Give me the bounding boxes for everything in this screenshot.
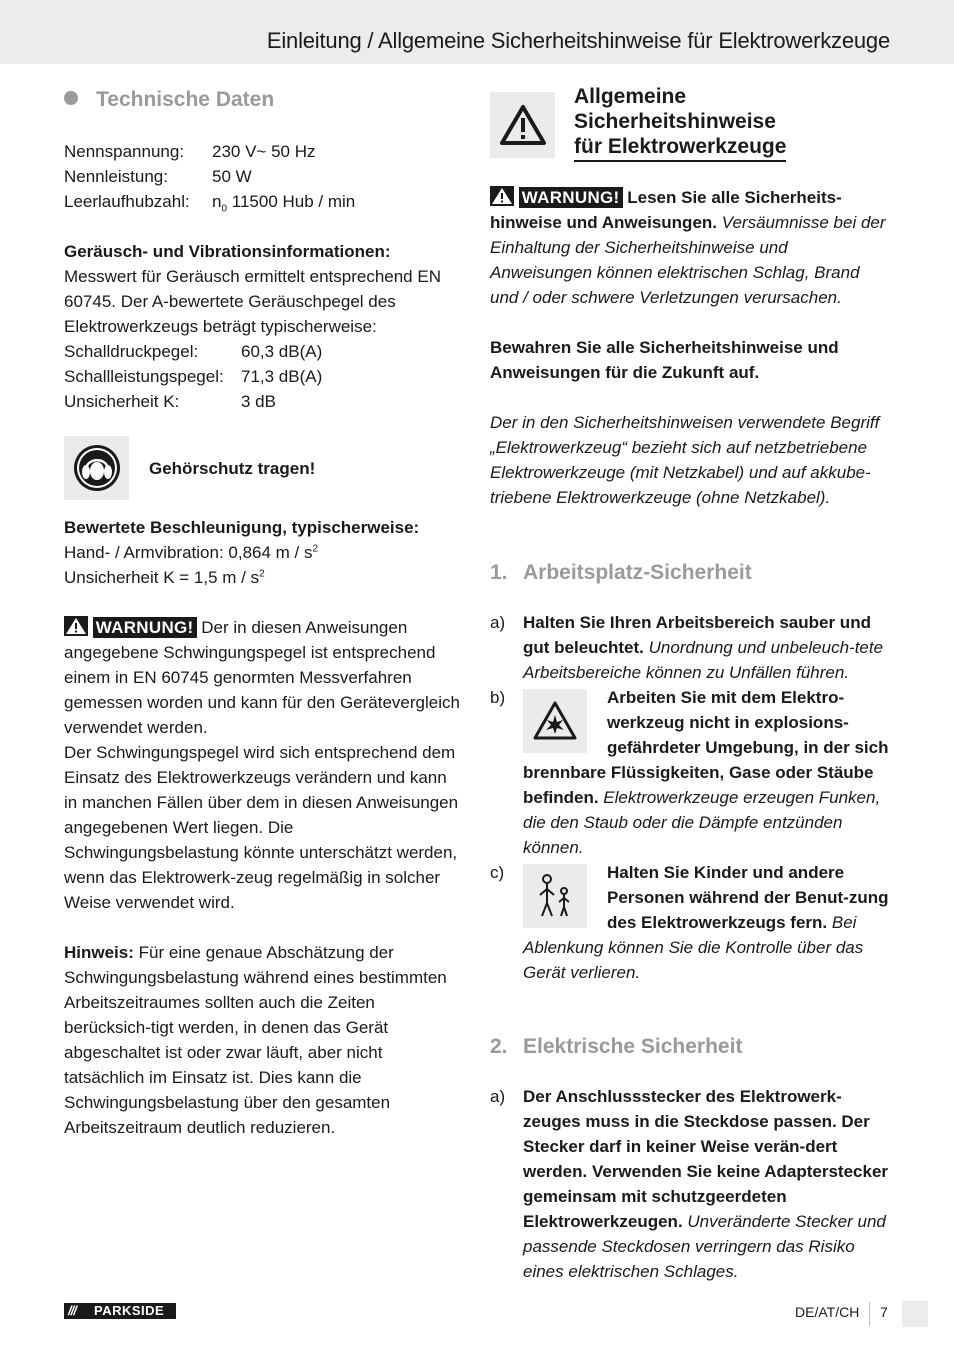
right-column [490, 84, 892, 1284]
safety-heading-block [490, 84, 892, 162]
footer-tab [902, 1301, 928, 1327]
footer-divider [869, 1302, 870, 1326]
bullet-icon [64, 91, 78, 105]
acceleration-line: Hand- / Armvibration: 0,864 m / $s^2$ [64, 543, 319, 562]
page-number: 7 [880, 1304, 888, 1320]
acceleration-heading: Bewertete Beschleunigung, typischerweise: [64, 518, 420, 537]
explosion-icon [523, 689, 587, 753]
section-heading-workplace: 1. Arbeitsplatz-Sicherheit [490, 561, 752, 584]
term-definition: Der in den Sicherheitshinweisen verwendete Begriff „Elektrowerkzeug“ bezieht sich auf netzbetriebene Elektrowerkzeuge (mit Netzkabel) und auf akkube-triebene Elektrowerkzeuge (ohne Netzkabel). [490, 413, 880, 507]
children-keep-away-icon [523, 864, 587, 928]
warning-label: WARNUNG! [64, 618, 201, 637]
note: Hinweis: Für eine genaue Abschätzung der Schwingungsbelastung während eines bestimmten Arbeitszeitraumes sollten auch die Zeiten berücksich-tigt werden, in denen das Gerät abgeschaltet ist oder zwar läuft, aber nicht tatsächlich im Einsatz ist. Dies kann die Schwingungsbelastung über den gesamten Arbeitszeitraum deutlich reduzieren. [64, 943, 447, 1137]
noise-text: Messwert für Geräusch ermittelt entsprechend EN 60745. Der A-bewertete Geräuschpegel des Elektrowerkzeugs beträgt typischerweise: [64, 267, 441, 336]
left-column [64, 84, 464, 1140]
spec-row: Nennleistung: 50 W [64, 167, 252, 186]
noise-row: Schalldruckpegel: 60,3 dB(A) [64, 342, 323, 361]
noise-row: Schallleistungspegel: 71,3 dB(A) [64, 367, 323, 386]
section-heading-electrical: 2. Elektrische Sicherheit [490, 1035, 743, 1058]
page-header [0, 0, 954, 64]
vibration-warning: WARNUNG! Der in diesen Anweisungen angegebene Schwingungspegel ist entsprechend einem in EN 60745 genormten Messverfahren gemessen worden und kann für den Gerätevergleich verwendet werden. [64, 618, 460, 737]
list-item: a) Halten Sie Ihren Arbeitsbereich sauber und gut beleuchtet. Unordnung und unbeleuch-tete Arbeitsbereiche können zu Unfällen führen. [490, 613, 884, 682]
vibration-text: Der Schwingungspegel wird sich entsprechend dem Einsatz des Elektrowerkzeugs verändern und kann in manchen Fällen über dem in diesen Anweisungen angegebenen Wert liegen. Die Schwingungsbelastung könnte unterschätzt werden, wenn das Elektrowerk-zeug regelmäßig in solcher Weise verwendet wird. [64, 743, 459, 912]
warning-label: WARNUNG! [490, 188, 627, 207]
page-title: Einleitung / Allgemeine Sicherheitshinweise für Elektrowerkzeuge [266, 28, 890, 53]
ear-protection-notice: Gehörschutz tragen! [64, 436, 464, 500]
spec-row: Nennspannung: 230 V~ 50 Hz [64, 142, 316, 161]
parkside-logo: /// PARKSIDE [64, 1303, 176, 1319]
acceleration-line: Unsicherheit K = 1,5 m / $s^2$ [64, 568, 265, 587]
ear-protection-icon [64, 436, 129, 500]
list-item: a) Der Anschlussstecker des Elektrowerk-zeuges muss in die Steckdose passen. Der Stecker darf in keiner Weise verän-dert werden. Verwenden Sie keine Adapterstecker gemeinsam mit schutzgeerdeten Elektrowerkzeugen. Unveränderte Stecker und passende Steckdosen verringern das Risiko eines elektrischen Schlages. [490, 1087, 889, 1281]
general-warning: WARNUNG! Lesen Sie alle Sicherheits-hinweise und Anweisungen. Versäumnisse bei der Einhaltung der Sicherheitshinweise und Anweisungen können elektrischen Schlag, Brand und / oder schwere Verletzungen verursachen. [490, 188, 886, 307]
warning-triangle-icon [490, 186, 514, 206]
keep-instructions: Bewahren Sie alle Sicherheitshinweise und Anweisungen für die Zukunft auf. [490, 338, 839, 382]
warning-triangle-icon [490, 92, 555, 158]
list-item: c) Halten Sie Kinder und andere Personen während der Benut-zung des Elektrowerkzeugs fern. Bei Ablenkung können Sie die Kontrolle über das Gerät verlieren. [490, 863, 889, 982]
technical-data-heading: Technische Daten [64, 86, 464, 114]
noise-heading: Geräusch- und Vibrationsinformationen: [64, 242, 391, 261]
safety-heading: Allgemeine Sicherheitshinweise für Elektrowerkzeuge [574, 84, 786, 162]
noise-row: Unsicherheit K: 3 dB [64, 392, 276, 411]
list-item: b) Arbeiten Sie mit dem Elektro-werkzeug nicht in explosions-gefährdeter Umgebung, in der sich brennbare Flüssigkeiten, Gase oder Stäube befinden. Elektrowerkzeuge erzeugen Funken, die den Staub oder die Dämpfe entzünden können. [490, 688, 889, 857]
warning-triangle-icon [64, 616, 88, 636]
language-code: DE/AT/CH [795, 1304, 860, 1320]
spec-row: Leerlaufhubzahl: $n_0$ 11500 Hub / min [64, 192, 356, 215]
